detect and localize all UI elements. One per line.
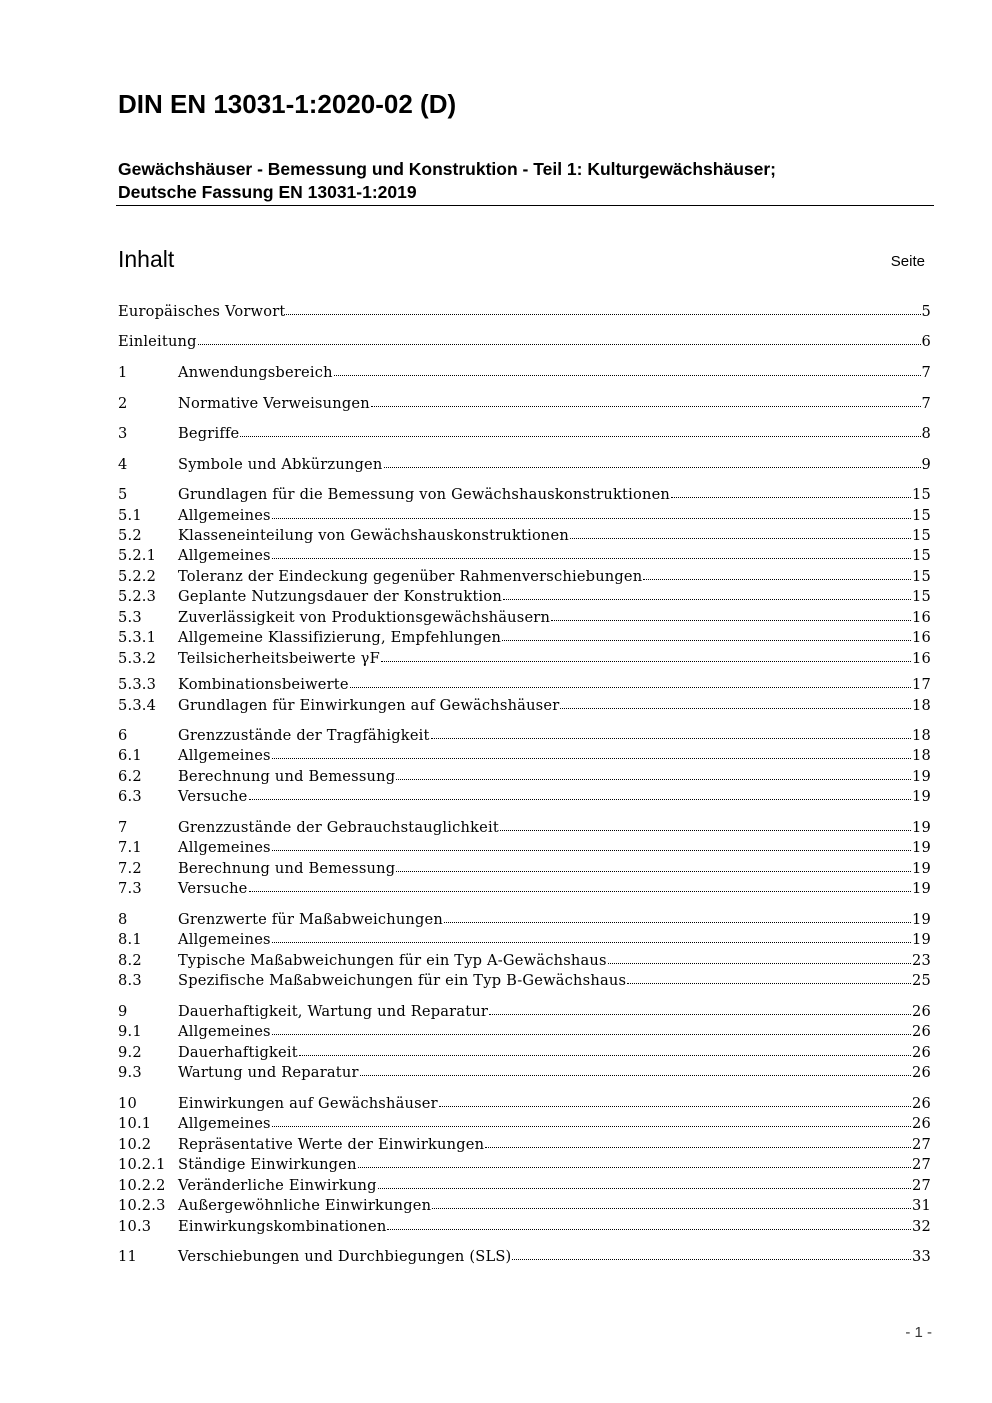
toc-entry-number: 7.1 (118, 839, 142, 856)
toc-entry[interactable] (118, 363, 931, 383)
toc-entry-page: 19 (912, 931, 931, 948)
toc-entry[interactable] (118, 1022, 931, 1042)
toc-dot-leader (551, 620, 911, 621)
toc-entry-number: 7.2 (118, 860, 142, 877)
toc-dot-leader (240, 436, 920, 437)
toc-dot-leader (444, 922, 911, 923)
toc-entry-page: 25 (912, 972, 931, 989)
toc-entry-label: Europäisches Vorwort (118, 303, 286, 320)
toc-entry-page: 5 (921, 303, 931, 320)
toc-entry-page: 26 (912, 1115, 931, 1132)
toc-dot-leader (198, 344, 921, 345)
toc-entry[interactable] (118, 506, 931, 526)
toc-entry[interactable] (118, 587, 931, 607)
toc-entry-number: 5.1 (118, 507, 142, 524)
toc-dot-leader (334, 375, 921, 376)
toc-dot-leader (387, 1229, 911, 1230)
toc-entry-number: 9.1 (118, 1023, 142, 1040)
toc-entry[interactable] (118, 1063, 931, 1083)
toc-entry-number: 10.2 (118, 1136, 152, 1153)
toc-entry[interactable] (118, 818, 931, 838)
toc-dot-leader (272, 1126, 911, 1127)
toc-entry-page: 18 (912, 727, 931, 744)
toc-entry-label: Berechnung und Bemessung (178, 768, 396, 785)
toc-entry-label: Allgemeines (178, 547, 271, 564)
toc-entry-page: 27 (912, 1136, 931, 1153)
toc-entry-page: 19 (912, 839, 931, 856)
toc-entry-number: 11 (118, 1248, 137, 1265)
toc-entry[interactable] (118, 567, 931, 587)
toc-entry-number: 10.2.1 (118, 1156, 166, 1173)
toc-entry-number: 5.3.2 (118, 650, 157, 667)
toc-entry-number: 1 (118, 364, 128, 381)
toc-dot-leader (378, 1188, 911, 1189)
toc-entry-label: Einwirkungen auf Gewächshäuser (178, 1095, 438, 1112)
toc-entry-label: Grundlagen für Einwirkungen auf Gewächshäuser (178, 697, 560, 714)
toc-entry[interactable] (118, 746, 931, 766)
toc-entry-label: Veränderliche Einwirkung (178, 1177, 377, 1194)
toc-entry[interactable] (118, 424, 931, 444)
toc-entry-number: 5.2 (118, 527, 142, 544)
toc-entry-number: 10.2.3 (118, 1197, 166, 1214)
toc-entry-page: 31 (912, 1197, 931, 1214)
toc-dot-leader (360, 1075, 911, 1076)
toc-entry[interactable] (118, 1114, 931, 1134)
toc-entry[interactable] (118, 608, 931, 628)
toc-entry-label: Berechnung und Bemessung (178, 860, 396, 877)
toc-entry-label: Allgemeines (178, 1023, 271, 1040)
toc-entry-label: Allgemeines (178, 507, 271, 524)
toc-entry[interactable] (118, 951, 931, 971)
toc-entry-label: Grundlagen für die Bemessung von Gewächshauskonstruktionen (178, 486, 671, 503)
toc-entry[interactable] (118, 910, 931, 930)
toc-entry[interactable] (118, 971, 931, 991)
toc-entry[interactable] (118, 1135, 931, 1155)
toc-entry-label: Ständige Einwirkungen (178, 1156, 357, 1173)
toc-entry-label: Symbole und Abkürzungen (178, 456, 383, 473)
toc-heading: Inhalt (118, 246, 175, 272)
toc-entry[interactable] (118, 628, 931, 648)
toc-dot-leader (371, 406, 921, 407)
toc-dot-leader (286, 314, 920, 315)
toc-entry-number: 3 (118, 425, 128, 442)
toc-entry[interactable] (118, 696, 931, 716)
toc-entry-number: 9 (118, 1003, 128, 1020)
toc-dot-leader (503, 599, 911, 600)
toc-entry-number: 5.2.3 (118, 588, 157, 605)
toc-entry-page: 15 (912, 568, 931, 585)
toc-entry-label: Grenzzustände der Tragfähigkeit (178, 727, 430, 744)
toc-entry[interactable] (118, 302, 931, 322)
toc-entry-page: 19 (912, 768, 931, 785)
toc-dot-leader (299, 1055, 911, 1056)
toc-entry-number: 10.2.2 (118, 1177, 166, 1194)
toc-entry-label: Normative Verweisungen (178, 395, 370, 412)
toc-entry[interactable] (118, 455, 931, 475)
toc-entry-page: 15 (912, 588, 931, 605)
toc-entry[interactable] (118, 879, 931, 899)
toc-dot-leader (432, 1208, 911, 1209)
toc-entry-label: Dauerhaftigkeit (178, 1044, 298, 1061)
toc-entry-label: Allgemeines (178, 839, 271, 856)
toc-entry-page: 18 (912, 747, 931, 764)
toc-dot-leader (560, 708, 911, 709)
toc-entry-page: 7 (921, 364, 931, 381)
toc-entry[interactable] (118, 1043, 931, 1063)
toc-entry[interactable] (118, 1247, 931, 1267)
toc-entry-number: 5.3.4 (118, 697, 157, 714)
toc-entry-page: 6 (921, 333, 931, 350)
toc-dot-leader (485, 1147, 911, 1148)
toc-entry-number: 2 (118, 395, 128, 412)
toc-entry-number: 7 (118, 819, 128, 836)
toc-dot-leader (627, 983, 911, 984)
toc-entry-label: Zuverlässigkeit von Produktionsgewächshäusern (178, 609, 551, 626)
toc-entry-number: 6.3 (118, 788, 142, 805)
toc-entry-page: 8 (921, 425, 931, 442)
subtitle-line-2: Deutsche Fassung EN 13031-1:2019 (118, 182, 417, 202)
toc-entry-page: 17 (912, 676, 931, 693)
toc-entry-page: 16 (912, 609, 931, 626)
toc-entry-label: Versuche (178, 880, 248, 897)
toc-entry-number: 8 (118, 911, 128, 928)
toc-entry-page: 19 (912, 819, 931, 836)
toc-entry-label: Kombinationsbeiwerte (178, 676, 349, 693)
toc-entry-number: 10.1 (118, 1115, 152, 1132)
toc-dot-leader (643, 579, 911, 580)
toc-entry-page: 26 (912, 1003, 931, 1020)
toc-dot-leader (272, 518, 911, 519)
toc-entry-number: 8.1 (118, 931, 142, 948)
toc-dot-leader (396, 871, 911, 872)
toc-entry-page: 26 (912, 1044, 931, 1061)
toc-entry[interactable] (118, 787, 931, 807)
toc-dot-leader (272, 558, 911, 559)
toc-dot-leader (671, 497, 911, 498)
toc-entry-page: 26 (912, 1095, 931, 1112)
toc-entry-label: Toleranz der Eindeckung gegenüber Rahmenverschiebungen (178, 568, 643, 585)
toc-dot-leader (384, 467, 921, 468)
toc-entry-number: 6.1 (118, 747, 142, 764)
toc-entry-page: 23 (912, 952, 931, 969)
toc-entry[interactable] (118, 394, 931, 414)
toc-entry[interactable] (118, 838, 931, 858)
toc-dot-leader (272, 942, 911, 943)
toc-entry-label: Versuche (178, 788, 248, 805)
subtitle-line-1: Gewächshäuser - Bemessung und Konstruktion - Teil 1: Kulturgewächshäuser; (118, 159, 776, 179)
toc-entry-number: 5.2.2 (118, 568, 157, 585)
toc-entry-label: Begriffe (178, 425, 240, 442)
toc-entry-label: Anwendungsbereich (178, 364, 333, 381)
toc-entry-label: Klasseneinteilung von Gewächshauskonstruktionen (178, 527, 569, 544)
page-number: - 1 - (905, 1324, 932, 1341)
toc-entry-page: 32 (912, 1218, 931, 1235)
toc-entry[interactable] (118, 332, 931, 352)
toc-entry-label: Dauerhaftigkeit, Wartung und Reparatur (178, 1003, 489, 1020)
toc-entry-label: Allgemeines (178, 931, 271, 948)
toc-entry-label: Spezifische Maßabweichungen für ein Typ B-Gewächshaus (178, 972, 627, 989)
toc-entry-page: 15 (912, 486, 931, 503)
toc-entry-page: 33 (912, 1248, 931, 1265)
toc-dot-leader (500, 830, 911, 831)
toc-entry[interactable] (118, 1094, 931, 1114)
toc-dot-leader (570, 538, 911, 539)
toc-entry-page: 15 (912, 507, 931, 524)
toc-entry-number: 8.2 (118, 952, 142, 969)
toc-entry-page: 26 (912, 1023, 931, 1040)
toc-entry-label: Außergewöhnliche Einwirkungen (178, 1197, 432, 1214)
toc-entry[interactable] (118, 1196, 931, 1216)
toc-entry-page: 16 (912, 650, 931, 667)
toc-entry-number: 4 (118, 456, 128, 473)
toc-entry-label: Allgemeine Klassifizierung, Empfehlungen (178, 629, 502, 646)
toc-entry[interactable] (118, 526, 931, 546)
toc-dot-leader (439, 1106, 911, 1107)
toc-entry-number: 5.3 (118, 609, 142, 626)
toc-entry-page: 15 (912, 547, 931, 564)
toc-entry-number: 10 (118, 1095, 137, 1112)
document-title: DIN EN 13031-1:2020-02 (D) (118, 89, 457, 119)
toc-entry-number: 9.3 (118, 1064, 142, 1081)
toc-entry-page: 7 (921, 395, 931, 412)
toc-entry[interactable] (118, 485, 931, 505)
toc-entry-page: 19 (912, 788, 931, 805)
toc-entry-number: 9.2 (118, 1044, 142, 1061)
toc-dot-leader (358, 1167, 911, 1168)
toc-entry[interactable] (118, 1176, 931, 1196)
toc-dot-leader (512, 1259, 911, 1260)
toc-entry-label: Allgemeines (178, 1115, 271, 1132)
toc-dot-leader (249, 799, 912, 800)
toc-entry-page: 9 (921, 456, 931, 473)
toc-entry-number: 6 (118, 727, 128, 744)
toc-entry-number: 5 (118, 486, 128, 503)
toc-entry[interactable] (118, 930, 931, 950)
toc-entry-page: 26 (912, 1064, 931, 1081)
toc-dot-leader (272, 758, 911, 759)
toc-entry-label: Teilsicherheitsbeiwerte γF (178, 650, 380, 667)
toc-entry-page: 19 (912, 911, 931, 928)
toc-dot-leader (381, 661, 911, 662)
toc-entry[interactable] (118, 859, 931, 879)
toc-dot-leader (272, 850, 911, 851)
toc-entry[interactable] (118, 726, 931, 746)
toc-entry-page: 19 (912, 860, 931, 877)
page-column-label: Seite (890, 253, 925, 270)
toc-entry-number: 5.3.1 (118, 629, 157, 646)
toc-entry-number: 8.3 (118, 972, 142, 989)
toc-entry-number: 7.3 (118, 880, 142, 897)
toc-entry[interactable] (118, 767, 931, 787)
toc-dot-leader (608, 963, 911, 964)
toc-entry[interactable] (118, 649, 931, 669)
toc-entry-number: 5.3.3 (118, 676, 157, 693)
toc-entry-number: 6.2 (118, 768, 142, 785)
toc-entry-number: 5.2.1 (118, 547, 157, 564)
toc-entry-label: Repräsentative Werte der Einwirkungen (178, 1136, 485, 1153)
toc-entry-page: 27 (912, 1177, 931, 1194)
toc-entry-label: Grenzzustände der Gebrauchstauglichkeit (178, 819, 499, 836)
toc-entry-label: Einleitung (118, 333, 197, 350)
toc-entry-label: Einwirkungskombinationen (178, 1218, 387, 1235)
toc-dot-leader (350, 687, 911, 688)
toc-entry-label: Verschiebungen und Durchbiegungen (SLS) (178, 1248, 512, 1265)
toc-entry[interactable] (118, 1155, 931, 1175)
toc-entry-label: Grenzwerte für Maßabweichungen (178, 911, 443, 928)
toc-entry[interactable] (118, 675, 931, 695)
toc-entry-page: 27 (912, 1156, 931, 1173)
toc-entry-page: 15 (912, 527, 931, 544)
toc-entry[interactable] (118, 546, 931, 566)
toc-entry-number: 10.3 (118, 1218, 152, 1235)
toc-dot-leader (431, 738, 911, 739)
toc-entry-label: Typische Maßabweichungen für ein Typ A-Gewächshaus (178, 952, 607, 969)
toc-dot-leader (489, 1014, 911, 1015)
toc-dot-leader (396, 779, 911, 780)
toc-entry[interactable] (118, 1217, 931, 1237)
toc-entry-label: Allgemeines (178, 747, 271, 764)
toc-entry-page: 19 (912, 880, 931, 897)
toc-entry-page: 18 (912, 697, 931, 714)
toc-entry-label: Wartung und Reparatur (178, 1064, 359, 1081)
toc-dot-leader (502, 640, 911, 641)
toc-dot-leader (272, 1034, 911, 1035)
toc-entry[interactable] (118, 1002, 931, 1022)
toc-dot-leader (249, 891, 912, 892)
toc-entry-page: 16 (912, 629, 931, 646)
toc-entry-label: Geplante Nutzungsdauer der Konstruktion (178, 588, 502, 605)
